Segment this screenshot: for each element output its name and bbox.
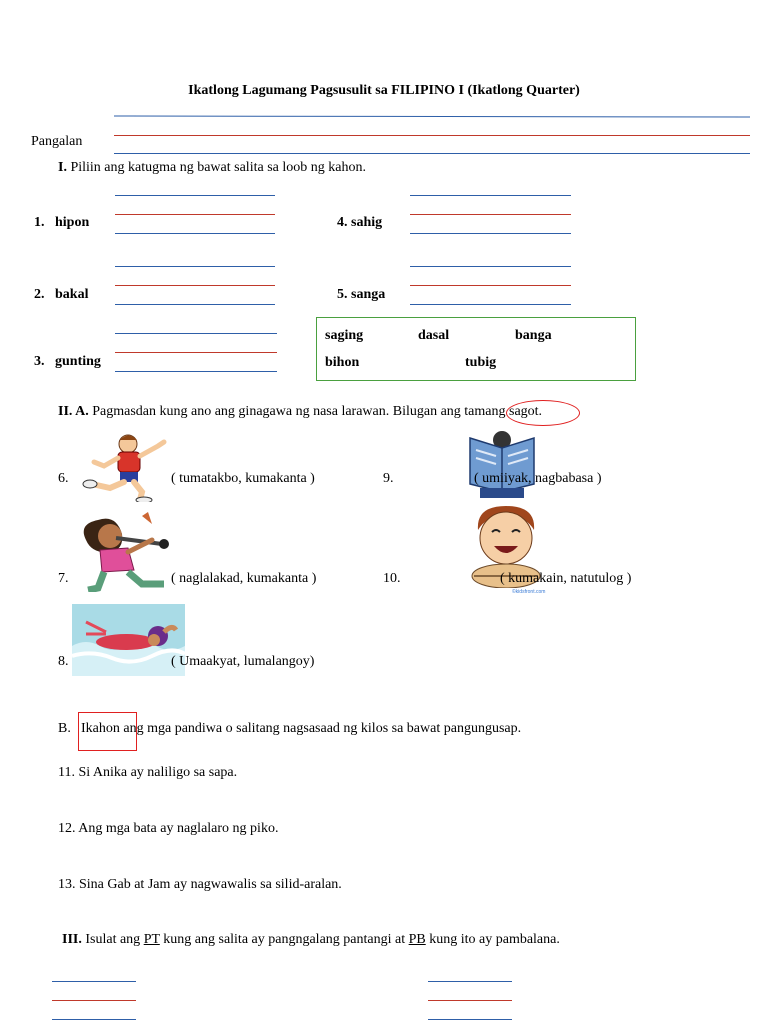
running-boy-icon: [80, 432, 170, 502]
sentence-11[interactable]: 11. Si Anika ay naliligo sa sapa.: [58, 765, 238, 780]
page-title: Ikatlong Lagumang Pagsusulit sa FILIPINO I (Ikatlong Quarter): [188, 83, 580, 98]
part1-instruction: I. Piliin ang katugma ng bawat salita sa loob ng kahon.: [58, 160, 366, 175]
item-6-choices[interactable]: ( tumatakbo, kumakanta ): [171, 471, 315, 486]
word-bank-item: dasal: [418, 328, 450, 343]
image-watermark: ©kidsfront.com: [512, 589, 546, 595]
part2b-instruction: Ikahon ang mga pandiwa o salitang nagsasaad ng kilos sa bawat pangungusap.: [81, 721, 522, 736]
part3-instruction: III. Isulat ang PT kung ang salita ay pangngalang pantangi at PB kung ito ay pambalana.: [62, 932, 560, 947]
word-bank-item: bihon: [325, 355, 360, 370]
item-7-choices[interactable]: ( naglalakad, kumakanta ): [171, 571, 317, 586]
item-1: 1. hipon: [34, 215, 90, 230]
sentence-12[interactable]: 12. Ang mga bata ay naglalaro ng piko.: [58, 821, 279, 836]
swimmer-icon: [72, 604, 185, 676]
item-8-number: 8.: [58, 654, 69, 669]
item-9-choices[interactable]: ( umiiyak, nagbabasa ): [474, 471, 602, 486]
item-10-choices[interactable]: ( kumakain, natutulog ): [500, 571, 632, 586]
reading-child-icon: [466, 430, 538, 500]
item-9-number: 9.: [383, 471, 394, 486]
word-bank-item: banga: [515, 328, 552, 343]
singing-girl-icon: [72, 510, 176, 592]
sentence-13[interactable]: 13. Sina Gab at Jam ay nagwawalis sa silid-aralan.: [58, 877, 342, 892]
item-5: 5. sanga: [337, 287, 386, 302]
word-bank-item: tubig: [465, 355, 497, 370]
item-8-choices[interactable]: ( Umaakyat, lumalangoy): [171, 654, 315, 669]
name-label: Pangalan: [31, 134, 83, 149]
example-circle-mark: [506, 400, 580, 426]
word-bank-box: [316, 317, 636, 381]
part2b-label: B.: [58, 721, 71, 736]
item-4: 4. sahig: [337, 215, 383, 230]
example-box-mark: [78, 712, 137, 751]
item-6-number: 6.: [58, 471, 69, 486]
part2a-instruction: II. A. Pagmasdan kung ano ang ginagawa ng nasa larawan. Bilugan ang tamang sagot.: [58, 404, 543, 419]
word-bank-item: saging: [325, 328, 364, 343]
item-2: 2. bakal: [34, 287, 89, 302]
item-10-number: 10.: [383, 571, 401, 586]
item-3: 3. gunting: [34, 354, 101, 369]
item-7-number: 7.: [58, 571, 69, 586]
